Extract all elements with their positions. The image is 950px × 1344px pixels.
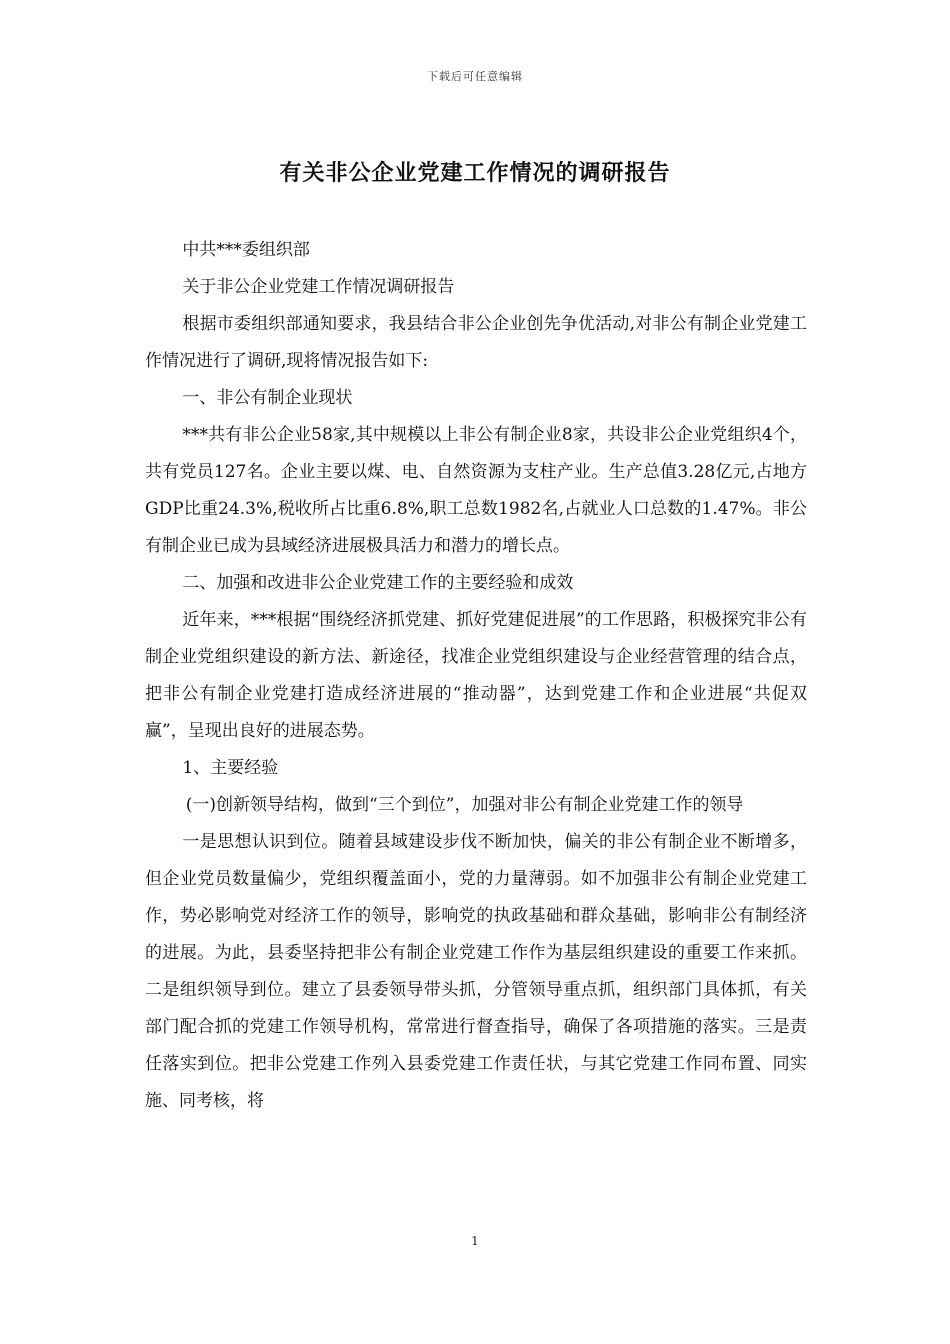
subsection-heading: (一)创新领导结构，做到“三个到位”，加强对非公有制企业党建工作的领导	[185, 795, 744, 815]
document-title: 有关非公企业党建工作情况的调研报告	[279, 160, 671, 186]
header-note: 下载后可任意编辑	[427, 70, 523, 83]
section-heading: 二、加强和改进非公企业党建工作的主要经验和成效	[182, 573, 574, 593]
body-paragraph: 关于非公企业党建工作情况调研报告	[182, 277, 455, 297]
subsection-heading: 1、主要经验	[182, 758, 279, 778]
body-paragraph: 中共***委组织部	[182, 240, 310, 260]
body-paragraph: 近年来，***根据“围绕经济抓党建、抓好党建促进展”的工作思路，积极探究非公有制企业党组织建设的新方法、新途径，找准企业党组织建设与企业经营管理的结合点，把非公有制企业党建打造成经济进展的“推动器”，达到党建工作和企业进展“共促双赢”，呈现出良好的进展态势。	[145, 610, 807, 741]
body-paragraph: 根据市委组织部通知要求，我县结合非公企业创先争优活动,对非公有制企业党建工作情况进行了调研,现将情况报告如下:	[145, 314, 807, 371]
page-number: 1	[471, 1234, 479, 1248]
body-paragraph: 一是思想认识到位。随着县域建设步伐不断加快，偏关的非公有制企业不断增多，但企业党员数量偏少，党组织覆盖面小，党的力量薄弱。如不加强非公有制企业党建工作，势必影响党对经济工作的领导，影响党的执政基础和群众基础，影响非公有制经济的进展。为此，县委坚持把非公有制企业党建工作作为基层组织建设的重要工作来抓。二是组织领导到位。建立了县委领导带头抓，分管领导重点抓，组织部门具体抓，有关部门配合抓的党建工作领导机构，常常进行督查指导，确保了各项措施的落实。三是责任落实到位。把非公党建工作列入县委党建工作责任状，与其它党建工作同布置、同实施、同考核，将	[145, 832, 807, 1111]
section-heading: 一、非公有制企业现状	[182, 388, 353, 408]
document-body	[145, 232, 807, 1120]
body-paragraph: ***共有非公企业58家,其中规模以上非公有制企业8家，共设非公企业党组织4个，共有党员127名。企业主要以煤、电、自然资源为支柱产业。生产总值3.28亿元,占地方GDP比重24.3%,税收所占比重6.8%,职工总数1982名,占就业人口总数的1.47%。非公有制企业已成为县域经济进展极具活力和潜力的增长点。	[145, 425, 807, 556]
